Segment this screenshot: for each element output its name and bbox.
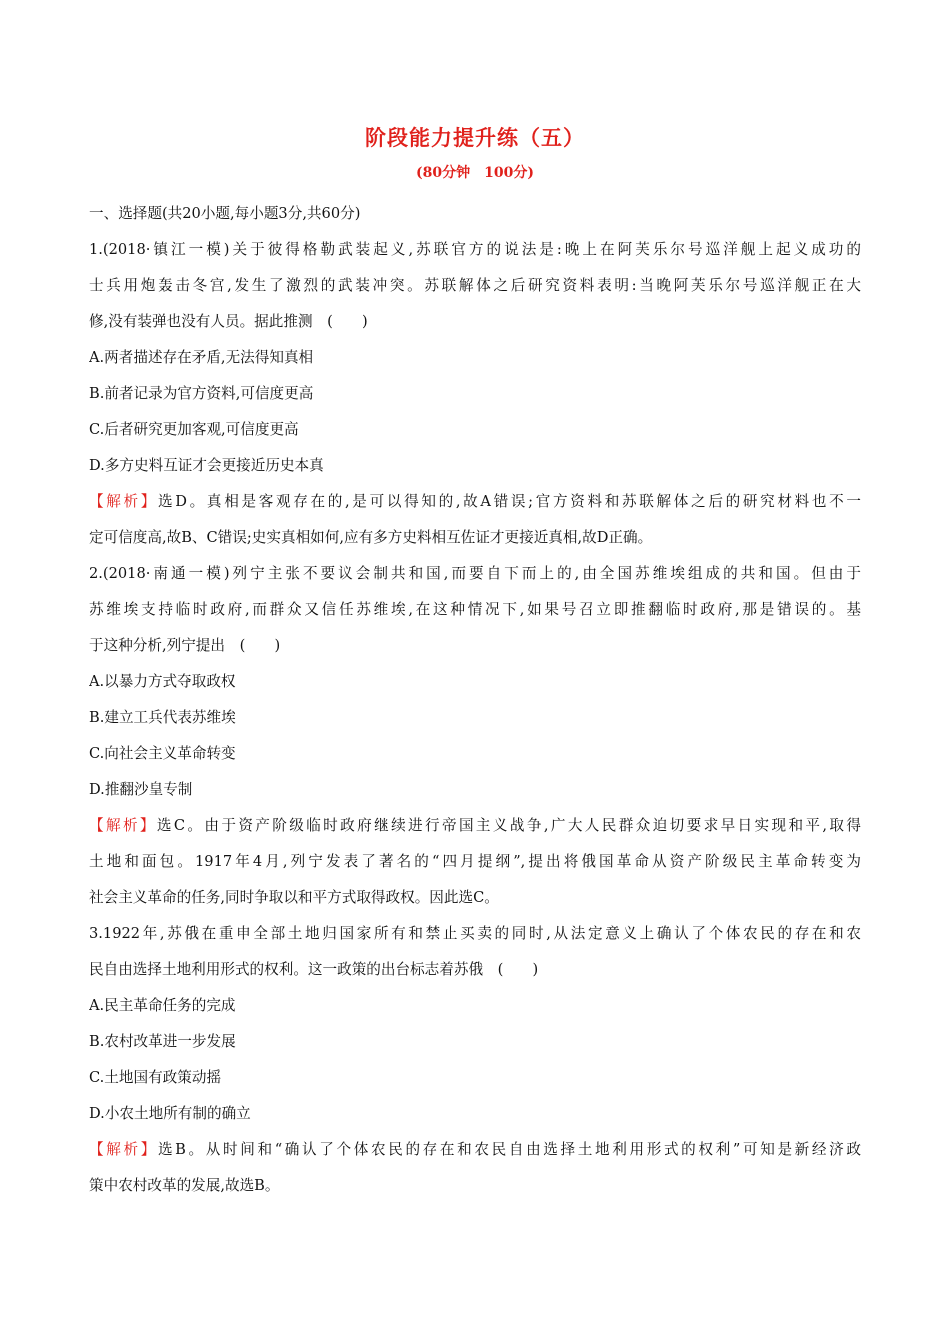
question-stem-line: 3.1922年,苏俄在重申全部土地归国家所有和禁止买卖的同时,从法定意义上确认了个体农民的存在和农 (89, 925, 861, 942)
option-a: A.民主革命任务的完成 (89, 997, 236, 1014)
analysis-label: 【解析】 (89, 493, 159, 510)
analysis-label: 【解析】 (89, 1141, 158, 1158)
option-c: C.后者研究更加客观,可信度更高 (89, 421, 299, 438)
question-3 (89, 916, 861, 1204)
analysis-line: 定可信度高,故B、C错误;史实真相如何,应有多方史料相互佐证才更接近真相,故D正确。 (89, 529, 653, 546)
question-stem-line: 2.(2018·南通一模)列宁主张不要议会制共和国,而要自下而上的,由全国苏维埃组成的共和国。但由于 (89, 565, 861, 582)
option-b: B.前者记录为官方资料,可信度更高 (89, 385, 314, 402)
analysis-text: 选C。由于资产阶级临时政府继续进行帝国主义战争,广大人民群众迫切要求早日实现和平,取得 (156, 817, 861, 834)
analysis-line: 策中农村改革的发展,故选B。 (89, 1177, 280, 1194)
document-body (89, 196, 861, 1204)
question-stem-line: 苏维埃支持临时政府,而群众又信任苏维埃,在这种情况下,如果号召立即推翻临时政府,那是错误的。基 (89, 601, 861, 618)
analysis-label: 【解析】 (89, 817, 157, 834)
analysis-text: 选B。从时间和“确认了个体农民的存在和农民自由选择土地利用形式的权利”可知是新经济政 (157, 1141, 861, 1158)
page-title: 阶段能力提升练（五） (365, 125, 585, 150)
option-c: C.土地国有政策动摇 (89, 1069, 222, 1086)
analysis-line: 土地和面包。1917年4月,列宁发表了著名的“四月提纲”,提出将俄国革命从资产阶级民主革命转变为 (89, 853, 861, 870)
question-stem-line: 修,没有装弹也没有人员。据此推测 ( ) (89, 313, 368, 330)
question-1 (89, 232, 861, 556)
question-stem-line: 1.(2018·镇江一模)关于彼得格勒武装起义,苏联官方的说法是:晚上在阿芙乐尔号巡洋舰上起义成功的 (89, 241, 861, 258)
option-b: B.农村改革进一步发展 (89, 1033, 236, 1050)
analysis-line (89, 1132, 861, 1168)
question-stem-line: 士兵用炮轰击冬宫,发生了激烈的武装冲突。苏联解体之后研究资料表明:当晚阿芙乐尔号巡洋舰正在大 (89, 277, 861, 294)
section-heading: 一、选择题(共20小题,每小题3分,共60分) (89, 205, 361, 222)
analysis-line (89, 808, 861, 844)
option-d: D.小农土地所有制的确立 (89, 1105, 251, 1122)
question-stem-line: 民自由选择土地利用形式的权利。这一政策的出台标志着苏俄 ( ) (89, 961, 539, 978)
option-c: C.向社会主义革命转变 (89, 745, 236, 762)
option-a: A.以暴力方式夺取政权 (89, 673, 236, 690)
analysis-line (89, 484, 861, 520)
analysis-line: 社会主义革命的任务,同时争取以和平方式取得政权。因此选C。 (89, 889, 499, 906)
question-2 (89, 556, 861, 916)
option-b: B.建立工兵代表苏维埃 (89, 709, 236, 726)
option-d: D.多方史料互证才会更接近历史本真 (89, 457, 324, 474)
question-stem-line: 于这种分析,列宁提出 ( ) (89, 637, 281, 654)
option-d: D.推翻沙皇专制 (89, 781, 193, 798)
page-subtitle: (80分钟 100分) (416, 165, 534, 181)
option-a: A.两者描述存在矛盾,无法得知真相 (89, 349, 314, 366)
analysis-text: 选D。真相是客观存在的,是可以得知的,故A错误;官方资料和苏联解体之后的研究材料也不一 (158, 493, 861, 510)
